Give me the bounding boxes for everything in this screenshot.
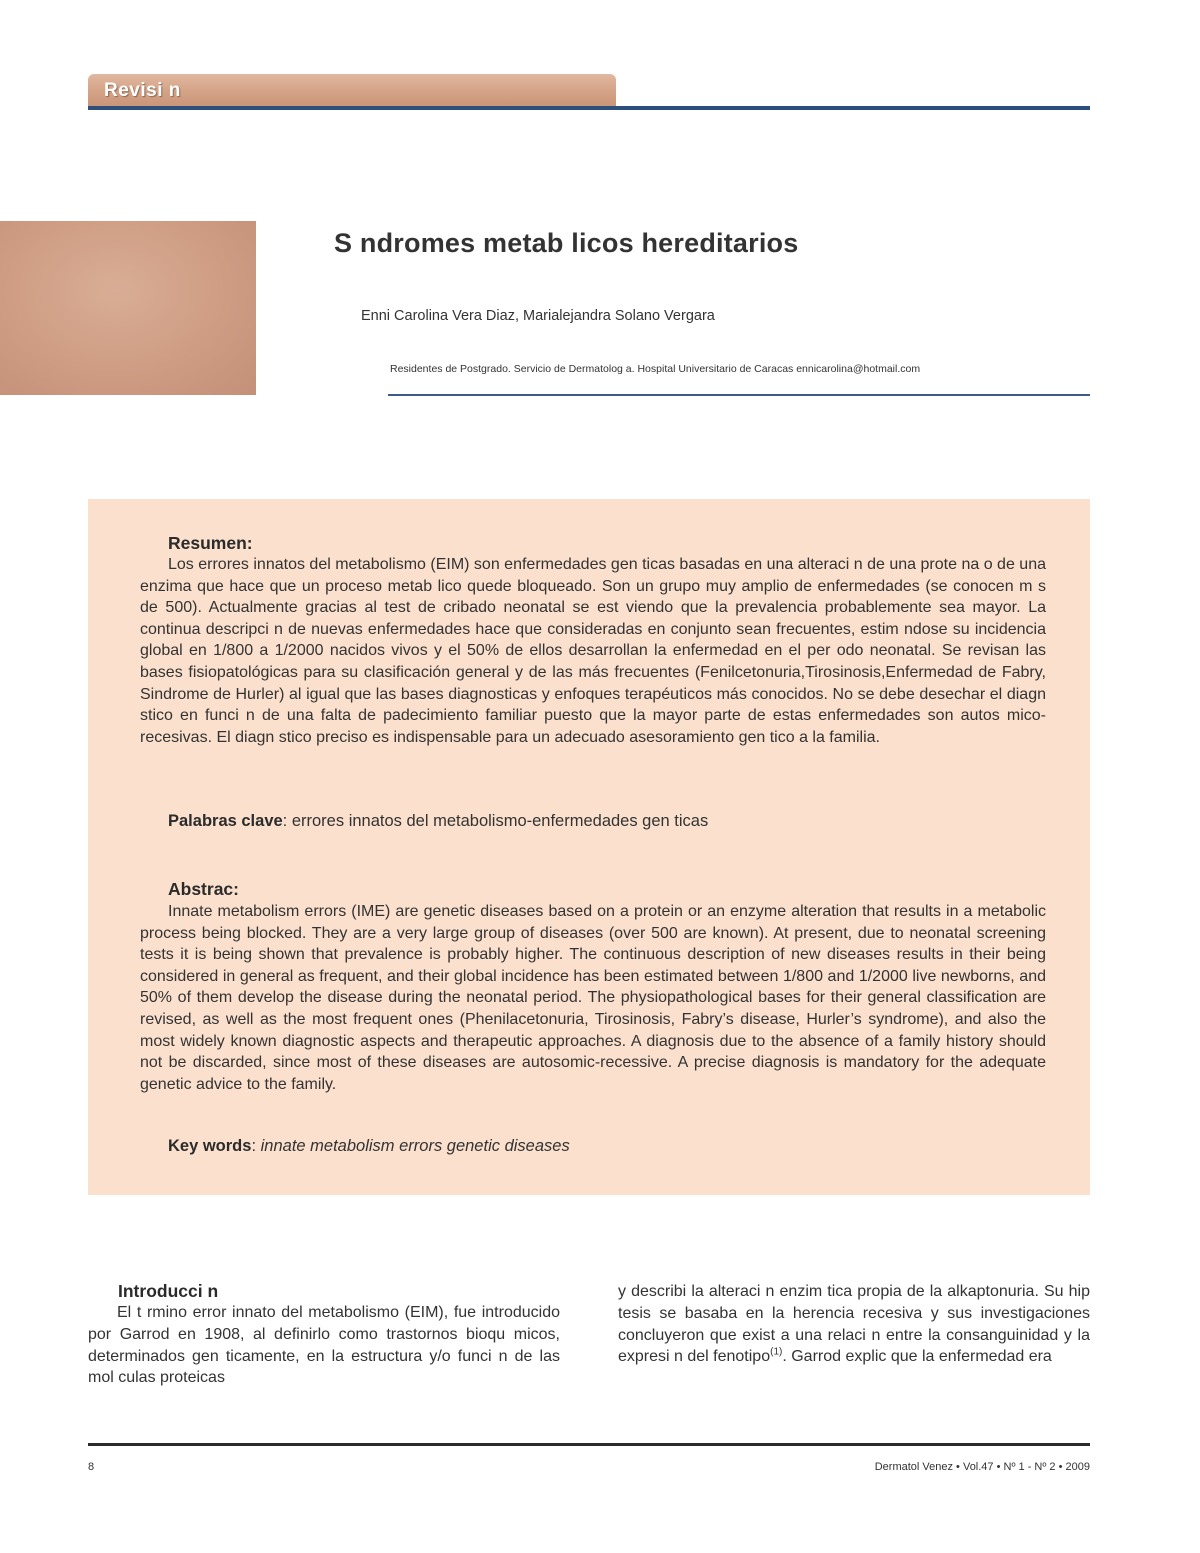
palabras-clave-label: Palabras clave bbox=[168, 812, 283, 830]
keywords-line bbox=[168, 1137, 570, 1156]
keywords-separator: : bbox=[251, 1137, 261, 1155]
keywords-text: innate metabolism errors genetic diseases bbox=[260, 1137, 570, 1155]
body-left-column: El t rmino error innato del metabolismo (EIM), fue introducido por Garrod en 1908, al definirlo como trastornos bioqu micos, determinados gen ticamente, en la estructura y/o funci n de las mol culas proteicas bbox=[88, 1304, 560, 1387]
keywords-label: Key words bbox=[168, 1137, 252, 1155]
article-title: S ndromes metab licos hereditarios bbox=[334, 228, 799, 258]
reference-marker: (1) bbox=[770, 1347, 783, 1359]
affiliation-rule bbox=[388, 394, 1090, 396]
skin-texture-image bbox=[0, 221, 256, 395]
abstract-heading: Abstrac: bbox=[168, 879, 239, 899]
authors: Enni Carolina Vera Diaz, Marialejandra Solano Vergara bbox=[361, 308, 715, 324]
right-column-text-end: . Garrod explic que la enfermedad era bbox=[782, 1348, 1052, 1366]
intro-heading: Introducci n bbox=[118, 1281, 219, 1301]
affiliation: Residentes de Postgrado. Servicio de Dermatolog a. Hospital Universitario de Caracas ennicarolina@hotmail.com bbox=[390, 363, 921, 375]
journal-reference: Dermatol Venez • Vol.47 • Nº 1 - Nº 2 • 2009 bbox=[874, 1461, 1090, 1473]
palabras-clave-line bbox=[168, 812, 708, 831]
palabras-clave-text: : errores innatos del metabolismo-enfermedades gen ticas bbox=[282, 812, 709, 830]
header-rule bbox=[88, 106, 1090, 110]
section-label: Revisi n bbox=[104, 80, 181, 101]
abstract-text: Innate metabolism errors (IME) are genetic diseases based on a protein or an enzyme alteration that results in a metabolic process being blocked. They are a very large group of diseases (over 500 are known). At present, due to neonatal screening tests it is being shown that prevalence is probably higher. The continuous description of new diseases results in their being considered in general as frequent, and their global incidence has been estimated between 1/800 and 1/2000 live newborns, and 50% of them develop the disease during the neonatal period. The physiopathological bases for their general classification are revised, as well as the most frequent ones (Phenilacetonuria, Tirosinosis, Fabry’s disease, Hurler’s syndrome), and also the most widely known diagnostic aspects and therapeutic approaches. A diagnosis due to the absence of a family history should not be discarded, since most of these diseases are autosomic-recessive. A precise diagnosis is mandatory for the adequate genetic advice to the family. bbox=[140, 903, 1046, 1093]
page-number: 8 bbox=[88, 1461, 95, 1473]
body-right-column bbox=[618, 1281, 1090, 1368]
resumen-heading: Resumen: bbox=[168, 533, 253, 553]
resumen-text: Los errores innatos del metabolismo (EIM) son enfermedades gen ticas basadas en una alteraci n de una prote na o de una enzima que hace que un proceso metab lico quede bloqueado. Son un grupo muy amplio de enfermedades (se conocen m s de 500). Actualmente gracias al test de cribado neonatal se est viendo que la prevalencia probablemente sea mayor. La continua descripci n de nuevas enfermedades hace que consideradas en conjunto sean frecuentes, estim ndose su incidencia global en 1/800 a 1/2000 nacidos vivos y el 50% de ellos desarrollan la enfermedad en el per odo neonatal. Se revisan las bases fisiopatológicas para su clasificación general y de las más frecuentes (Fenilcetonuria,Tirosinosis,Enfermedad de Fabry, Sindrome de Hurler) al igual que las bases diagnosticas y enfoques terapéuticos más conocidos. No se debe desechar el diagn stico en funci n de una falta de padecimiento familiar puesto que la mayor parte de estas enfermedades son autos mico-recesivas. El diagn stico preciso es indispensable para un adecuado asesoramiento gen tico a la familia. bbox=[140, 556, 1046, 746]
right-column-text: y describi la alteraci n enzim tica propia de la alkaptonuria. Su hip tesis se basaba en la herencia recesiva y sus investigaciones concluyeron que exist a una relaci n entre la consanguinidad y la expresi n del fenotipo bbox=[618, 1283, 1090, 1366]
footer-rule bbox=[88, 1443, 1090, 1446]
